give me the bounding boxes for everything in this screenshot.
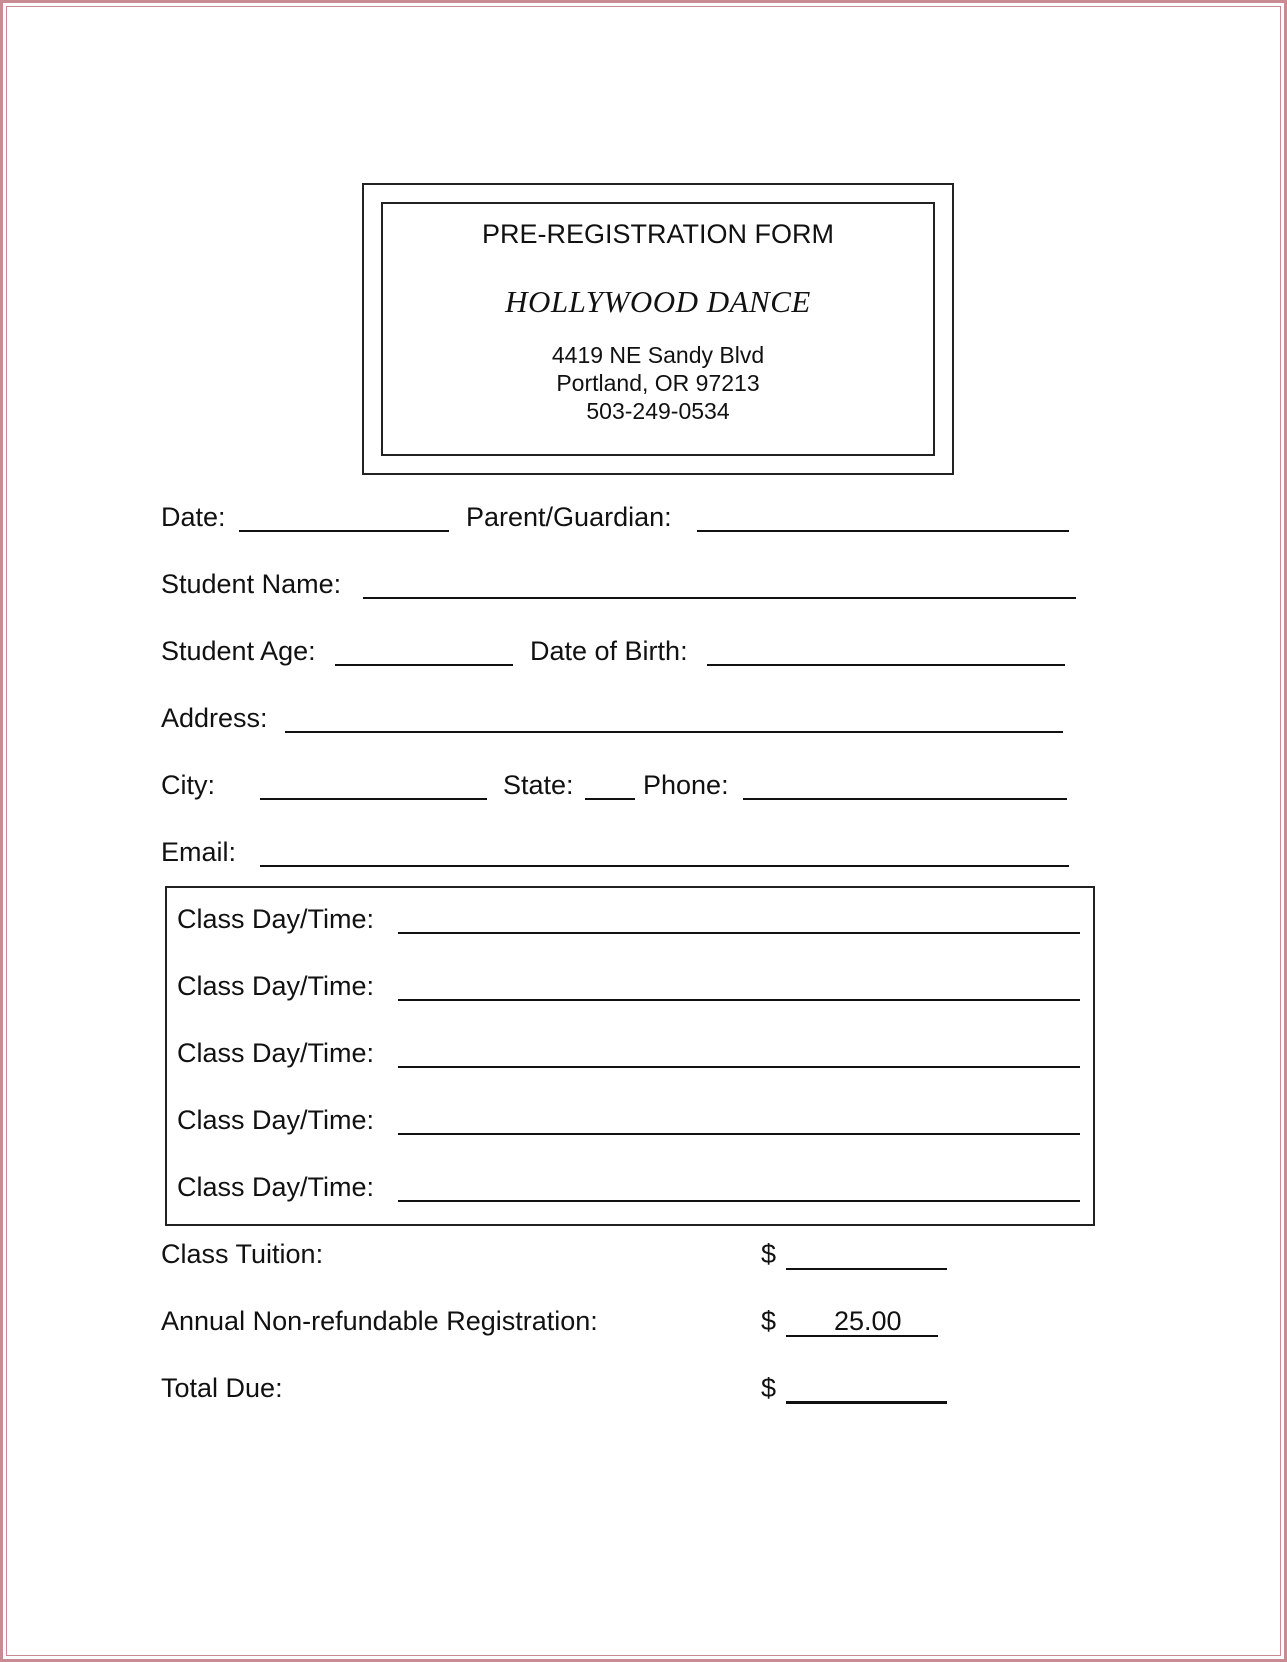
student-age-field[interactable] xyxy=(335,664,513,666)
form-title: PRE-REGISTRATION FORM xyxy=(481,219,834,249)
state-label: State: xyxy=(503,770,574,800)
registration-label: Annual Non-refundable Registration: xyxy=(161,1306,598,1336)
total-due-label: Total Due: xyxy=(161,1373,283,1403)
address-line-2: Portland, OR 97213 xyxy=(556,370,760,396)
class-day-time-label: Class Day/Time: xyxy=(177,1172,375,1202)
address-line-1: 4419 NE Sandy Blvd xyxy=(551,342,765,368)
email-field[interactable] xyxy=(260,865,1069,867)
address-field[interactable] xyxy=(285,731,1063,733)
parent-guardian-field[interactable] xyxy=(697,530,1069,532)
class-tuition-label: Class Tuition: xyxy=(161,1239,324,1269)
state-field[interactable] xyxy=(585,798,635,800)
phone-field[interactable] xyxy=(743,798,1067,800)
class-day-time-label: Class Day/Time: xyxy=(177,971,375,1001)
class-day-time-label: Class Day/Time: xyxy=(177,904,375,934)
date-of-birth-label: Date of Birth: xyxy=(530,636,688,666)
class-day-time-field[interactable] xyxy=(398,932,1080,934)
email-label: Email: xyxy=(161,837,237,867)
class-day-time-label: Class Day/Time: xyxy=(177,1038,375,1068)
class-tuition-field[interactable] xyxy=(786,1268,947,1270)
student-age-label: Student Age: xyxy=(161,636,316,666)
parent-guardian-label: Parent/Guardian: xyxy=(466,502,672,532)
city-label: City: xyxy=(161,770,215,800)
class-day-time-field[interactable] xyxy=(398,1133,1080,1135)
phone-label: Phone: xyxy=(643,770,729,800)
class-day-time-field[interactable] xyxy=(398,1066,1080,1068)
address-label: Address: xyxy=(161,703,268,733)
dollar-sign: $ xyxy=(761,1373,777,1403)
date-field[interactable] xyxy=(239,530,449,532)
dollar-sign: $ xyxy=(761,1306,777,1336)
class-day-time-field[interactable] xyxy=(398,1200,1080,1202)
class-day-time-label: Class Day/Time: xyxy=(177,1105,375,1135)
total-due-field[interactable] xyxy=(786,1401,947,1404)
studio-phone: 503-249-0534 xyxy=(586,398,730,424)
studio-name: HOLLYWOOD DANCE xyxy=(505,284,811,319)
registration-amount: 25.00 xyxy=(834,1306,902,1336)
dollar-sign: $ xyxy=(761,1239,777,1269)
date-of-birth-field[interactable] xyxy=(707,664,1065,666)
date-label: Date: xyxy=(161,502,226,532)
student-name-label: Student Name: xyxy=(161,569,342,599)
student-name-field[interactable] xyxy=(363,597,1076,599)
class-day-time-field[interactable] xyxy=(398,999,1080,1001)
city-field[interactable] xyxy=(260,798,487,800)
